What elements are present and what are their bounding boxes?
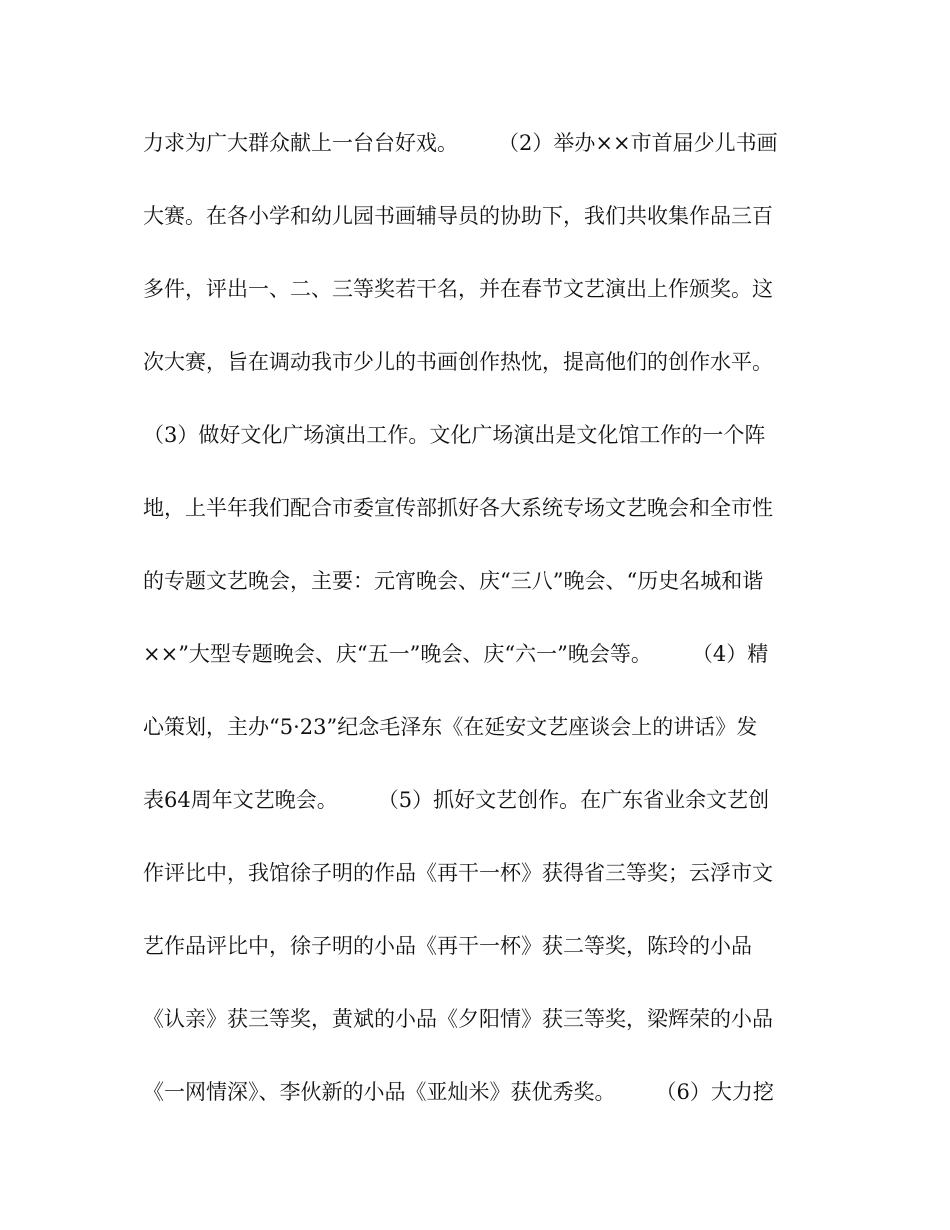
text-line: 大赛。在各小学和幼儿园书画辅导员的协助下，我们共收集作品三百 xyxy=(143,204,773,228)
text-line: 多件，评出一、二、三等奖若干名，并在春节文艺演出上作颁奖。这 xyxy=(143,277,773,301)
text-line: 力求为广大群众献上一台台好戏。 （2）举办××市首届少儿书画 xyxy=(143,131,778,155)
text-line: 地，上半年我们配合市委宣传部抓好各大系统专场文艺晚会和全市性 xyxy=(143,496,773,520)
text-line: 次大赛，旨在调动我市少儿的书画创作热忱，提高他们的创作水平。 xyxy=(143,350,773,374)
text-line: 心策划，主办“5·23”纪念毛泽东《在延安文艺座谈会上的讲话》发 xyxy=(143,715,758,739)
text-line: 《认亲》获三等奖，黄斌的小品《夕阳情》获三等奖，梁辉荣的小品 xyxy=(143,1007,773,1031)
text-line: 的专题文艺晚会，主要：元宵晚会、庆“三八”晚会、“历史名城和谐 xyxy=(143,569,764,593)
text-line: 艺作品评比中，徐子明的小品《再干一杯》获二等奖，陈玲的小品 xyxy=(143,934,752,958)
text-line: （3）做好文化广场演出工作。文化广场演出是文化馆工作的一个阵 xyxy=(143,423,766,447)
text-line: ××”大型专题晚会、庆“五一”晚会、庆“六一”晚会等。 （4）精 xyxy=(143,642,769,666)
text-line: 作评比中，我馆徐子明的作品《再干一杯》获得省三等奖；云浮市文 xyxy=(143,861,773,885)
text-line: 《一网情深》、李伙新的小品《亚灿米》获优秀奖。 （6）大力挖 xyxy=(143,1080,774,1104)
text-line: 表64周年文艺晚会。 （5）抓好文艺创作。在广东省业余文艺创 xyxy=(143,788,770,812)
